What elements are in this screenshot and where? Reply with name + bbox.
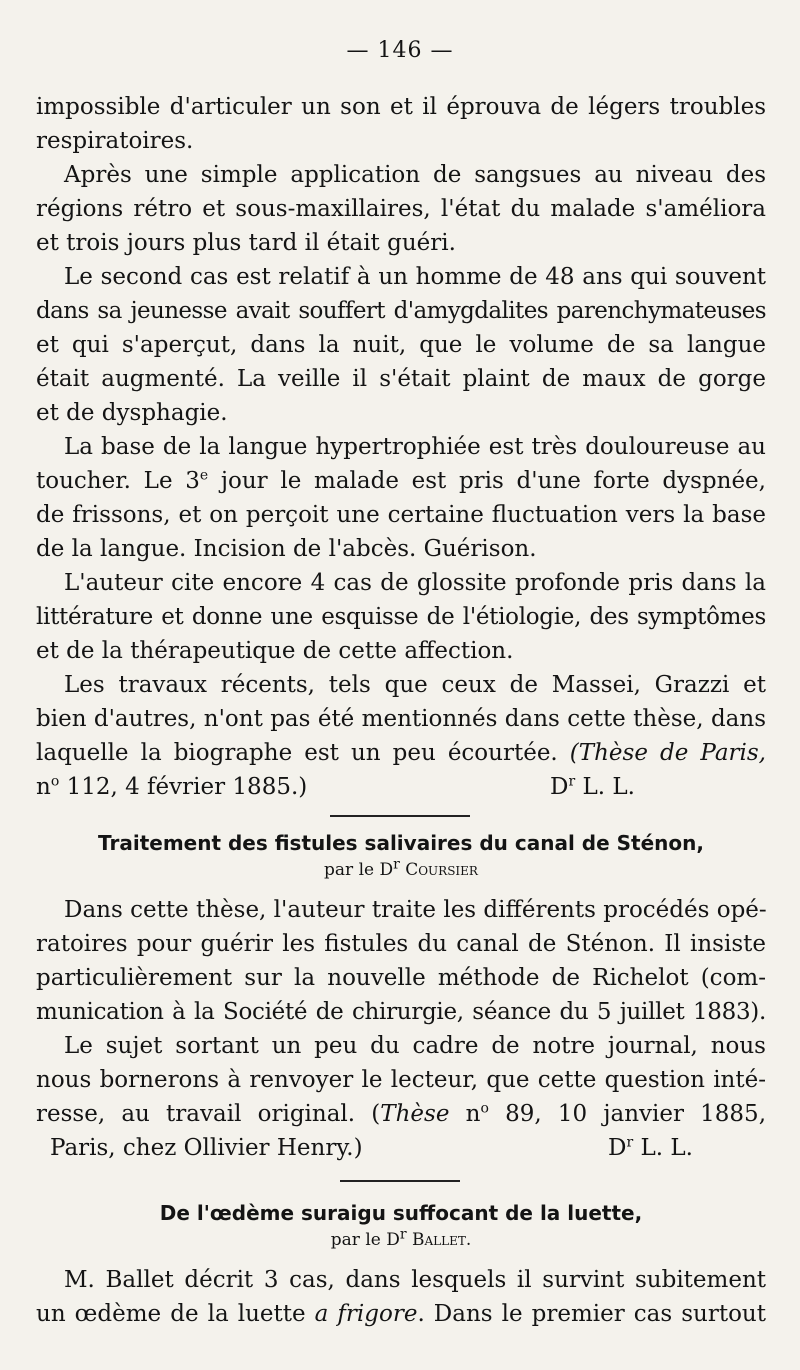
text-line: et de la thérapeutique de cette affection. [36, 638, 514, 664]
text-line: particulièrement sur la nouvelle méthode de Richelot (com- [36, 965, 766, 991]
text-line: bien d'autres, n'ont pas été mentionnés dans cette thèse, dans [36, 706, 766, 732]
section-byline: par le $D^r$ Coursier [324, 856, 478, 880]
text-line: $n^o$ 112, 4 février 1885.) $D^r$ L. L. [36, 770, 766, 804]
text-line: La base de la langue hypertrophiée est très douloureuse au [64, 434, 766, 460]
signature: $D^r$ L. L. [550, 773, 635, 800]
text-line: Après une simple application de sangsues au niveau des [64, 162, 766, 188]
text-line: de frissons, et on perçoit une certaine fluctuation vers la base [36, 502, 766, 528]
section-title: De l'œdème suraigu suffocant de la luette, [159, 1201, 643, 1225]
text-line: dans sa jeunesse avait souffert d'amygdalites parenchymateuses [36, 298, 766, 324]
text-line: nous bornerons à renvoyer le lecteur, que cette question inté- [36, 1067, 766, 1093]
section-divider [340, 1180, 460, 1182]
text-line: régions rétro et sous-maxillaires, l'état du malade s'améliora [36, 196, 766, 222]
text-line: impossible d'articuler un son et il éprouva de légers troubles [36, 94, 766, 120]
signature: $D^r$ L. L. [608, 1134, 693, 1161]
text-line: resse, au travail original. (Thèse $n^o$ 89, 10 janvier 1885, [36, 1100, 766, 1127]
section-byline: par le $D^r$ Ballet. [330, 1226, 472, 1250]
text-line: toucher. Le 3e jour le malade est pris d'une forte dyspnée, [36, 467, 766, 494]
text-line: L'auteur cite encore 4 cas de glossite profonde pris dans la [64, 570, 766, 596]
text-line: et qui s'aperçut, dans la nuit, que le volume de sa langue [36, 332, 766, 358]
text-line: et de dysphagie. [36, 400, 228, 426]
section-title: Traitement des fistules salivaires du canal de Sténon, [98, 831, 704, 855]
text-line: laquelle la biographe est un peu écourtée. (Thèse de Paris, [36, 740, 766, 766]
text-line: et trois jours plus tard il était guéri. [36, 230, 456, 256]
text-line: M. Ballet décrit 3 cas, dans lesquels il survint subitement [64, 1267, 766, 1293]
text-line: Dans cette thèse, l'auteur traite les différents procédés opé- [64, 897, 767, 923]
page-number: — 146 — [346, 38, 454, 63]
text-line: Paris, chez Ollivier Henry.) $D^r$ L. L. [36, 1131, 766, 1165]
text-line: munication à la Société de chirurgie, séance du 5 juillet 1883). [36, 999, 766, 1025]
text-line: littérature et donne une esquisse de l'étiologie, des symptômes [36, 604, 766, 630]
text-line: de la langue. Incision de l'abcès. Guérison. [36, 536, 537, 562]
text-line: était augmenté. La veille il s'était plaint de maux de gorge [36, 366, 766, 392]
text-line: ratoires pour guérir les fistules du canal de Sténon. Il insiste [36, 931, 766, 957]
text-line: Les travaux récents, tels que ceux de Massei, Grazzi et [64, 672, 766, 698]
text-line: Le second cas est relatif à un homme de 48 ans qui souvent [64, 264, 766, 290]
section-divider [330, 815, 470, 817]
text-line: un œdème de la luette a frigore. Dans le premier cas surtout [36, 1301, 766, 1327]
text-line: respiratoires. [36, 128, 194, 154]
text-line: Le sujet sortant un peu du cadre de notre journal, nous [64, 1033, 766, 1059]
